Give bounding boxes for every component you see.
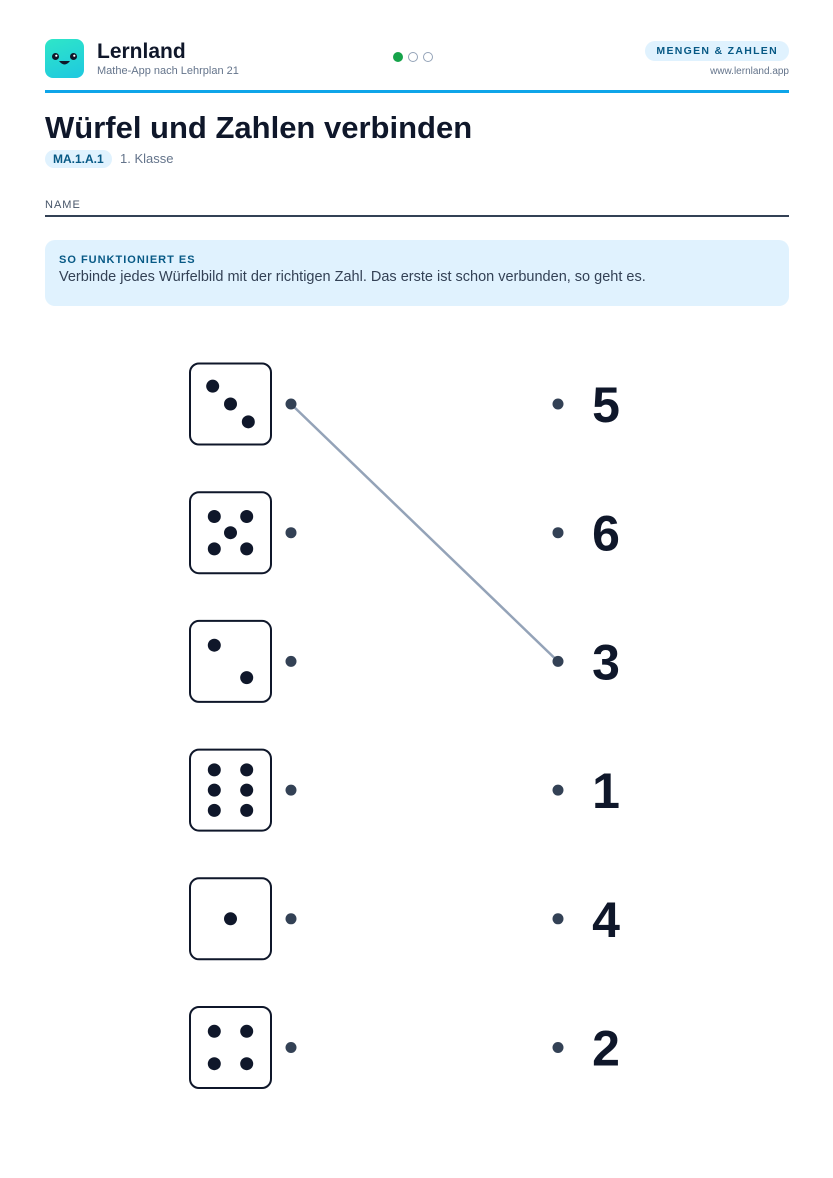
die-pip	[224, 398, 237, 411]
die-pip	[240, 1025, 253, 1038]
number-label: 2	[592, 1020, 620, 1077]
die-pip	[240, 542, 253, 555]
website-link[interactable]: www.lernland.app	[710, 66, 789, 77]
die-pip	[208, 763, 221, 776]
instructions-text: Verbinde jedes Würfelbild mit der richtigen Zahl. Das erste ist schon verbunden, so geht es.	[59, 269, 646, 285]
die-2	[190, 621, 271, 702]
number-label: 5	[592, 377, 620, 433]
right-connect-dot[interactable]	[553, 785, 564, 796]
left-connect-dot[interactable]	[286, 399, 297, 410]
die-pip	[208, 639, 221, 652]
die-pip	[224, 526, 237, 539]
die-3	[190, 364, 271, 445]
die-pip	[208, 1025, 221, 1038]
die-5	[190, 492, 271, 573]
worksheet-title: Würfel und Zahlen verbinden	[45, 110, 473, 145]
brand-name: Lernland	[97, 40, 186, 63]
die-face	[190, 621, 271, 702]
left-connect-dot[interactable]	[286, 656, 297, 667]
number-label: 1	[592, 763, 620, 820]
right-connect-dot[interactable]	[553, 913, 564, 924]
die-pip	[206, 380, 219, 393]
die-pip	[208, 784, 221, 797]
die-pip	[224, 912, 237, 925]
die-pip	[208, 804, 221, 817]
number-label: 4	[592, 891, 620, 948]
left-connect-dot[interactable]	[286, 1042, 297, 1053]
die-pip	[240, 763, 253, 776]
left-connect-dot[interactable]	[286, 527, 297, 538]
right-connect-dot[interactable]	[553, 656, 564, 667]
left-connect-dot[interactable]	[286, 785, 297, 796]
die-pip	[240, 804, 253, 817]
grade-label: 1. Klasse	[120, 151, 174, 166]
left-connect-dot[interactable]	[286, 913, 297, 924]
topic-badge: MENGEN & ZAHLEN	[645, 41, 789, 61]
curriculum-code-badge: MA.1.A.1	[45, 150, 112, 168]
right-connect-dot[interactable]	[553, 527, 564, 538]
die-4	[190, 1007, 271, 1088]
die-pip	[208, 542, 221, 555]
die-1	[190, 878, 271, 959]
die-6	[190, 750, 271, 831]
die-pip	[208, 510, 221, 523]
die-face	[190, 1007, 271, 1088]
right-connect-dot[interactable]	[553, 1042, 564, 1053]
number-label: 6	[592, 505, 620, 562]
die-pip	[240, 784, 253, 797]
die-pip	[242, 415, 255, 428]
die-pip	[208, 1057, 221, 1070]
right-connect-dot[interactable]	[553, 399, 564, 410]
die-pip	[240, 671, 253, 684]
number-label: 3	[592, 634, 620, 691]
name-field-label: NAME	[45, 199, 81, 211]
die-pip	[240, 1057, 253, 1070]
brand-subtitle: Mathe-App nach Lehrplan 21	[97, 65, 239, 77]
die-face	[190, 750, 271, 831]
instructions-heading: SO FUNKTIONIERT ES	[59, 254, 196, 266]
die-pip	[240, 510, 253, 523]
example-connection-line	[291, 404, 558, 661]
